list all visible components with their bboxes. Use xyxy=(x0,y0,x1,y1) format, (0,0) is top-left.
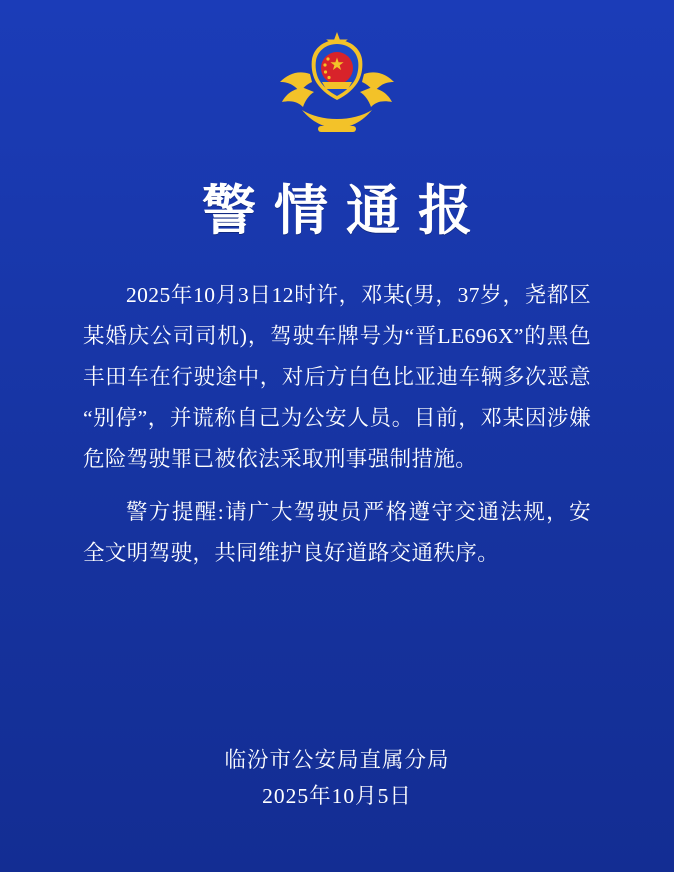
notice-footer xyxy=(0,742,674,814)
issuing-organization: 临汾市公安局直属分局 xyxy=(224,748,450,772)
page-title: 警情通报 xyxy=(202,181,490,241)
issue-date: 2025年10月5日 xyxy=(262,784,412,808)
notice-body xyxy=(83,275,591,580)
china-police-emblem-icon xyxy=(262,26,412,144)
notice-paragraph-2: 警方提醒:请广大驾驶员严格遵守交通法规，安全文明驾驶，共同维护良好道路交通秩序。 xyxy=(83,500,591,565)
notice-paragraph-1: 2025年10月3日12时许，邓某(男，37岁，尧都区某婚庆公司司机)，驾驶车牌号为“晋LE696X”的黑色丰田车在行驶途中，对后方白色比亚迪车辆多次恶意“别停”，并谎称自己为公安人员。目前，邓某因涉嫌危险驾驶罪已被依法采取刑事强制措施。 xyxy=(83,283,591,471)
